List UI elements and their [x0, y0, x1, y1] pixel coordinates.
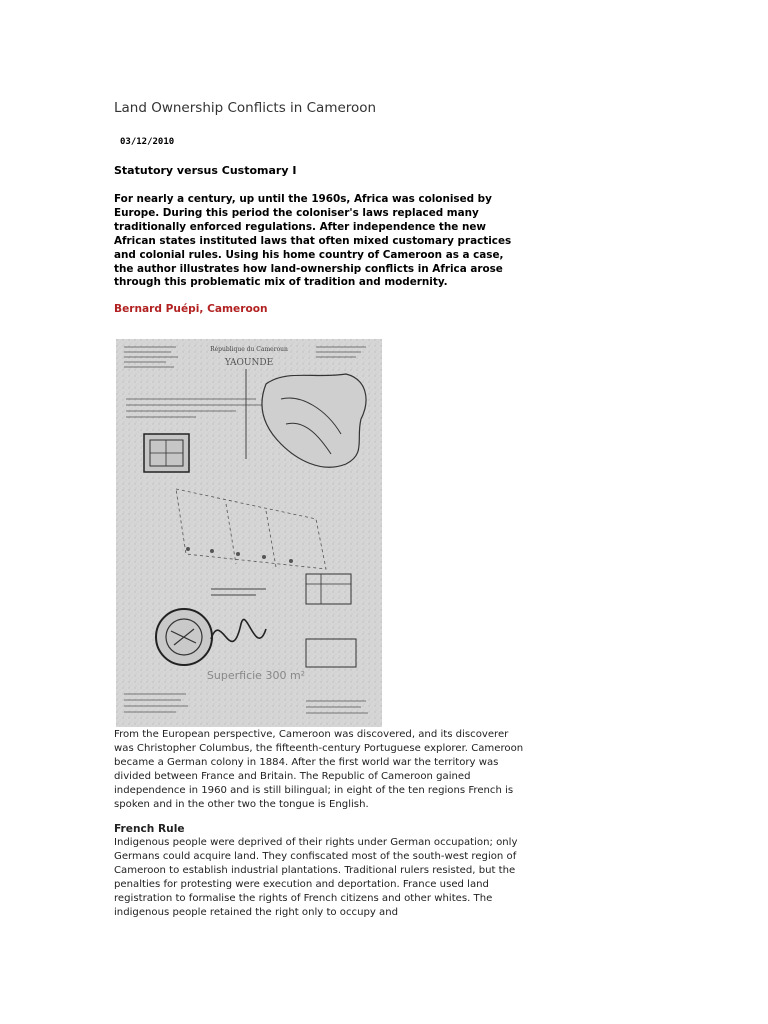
body-paragraph-2: Indigenous people were deprived of their rights under German occupation; only Germans could acquire land. They confiscated most of the south-west region of Cameroon to establish industrial plantations. Traditional rulers resisted, but the penalties for protesting were execution and deportation. France used land registration to formalise the rights of French citizens and other whites. The indigenous people retained the right only to occupy and — [114, 837, 518, 919]
lead-paragraph: For nearly a century, up until the 1960s, Africa was colonised by Europe. During this period the coloniser's laws replaced many traditionally enforced regulations. After independence the new African states instituted laws that often mixed customary practices and colonial rules. Using his home country of Cameroon as a case, the author illustrates how land-ownership conflicts in Africa arose through this problematic mix of tradition and modernity. — [114, 193, 512, 289]
figure-stamp-text: Superficie 300 m² — [206, 669, 306, 682]
figure-header-text: République du Cameroun — [210, 346, 288, 353]
body-paragraph-1: From the European perspective, Cameroon was discovered, and its discoverer was Christopher Columbus, the fifteenth-century Portuguese explorer. Cameroon became a German colony in 1884. After the first world war the territory was divided between France and Britain. The Republic of Cameroon gained independence in 1960 and is still bilingual; in eight of the ten regions French is spoken and in the other two the tongue is English. — [114, 729, 524, 811]
article-subtitle: Statutory versus Customary I — [114, 164, 297, 177]
section-heading-french-rule: French Rule — [114, 823, 185, 835]
publication-date: 03/12/2010 — [120, 137, 175, 147]
author-byline: Bernard Puépi, Cameroon — [114, 303, 268, 315]
figure-city-text: YAOUNDE — [224, 358, 274, 368]
land-title-document-image — [116, 339, 382, 727]
scanned-cadastral-map — [116, 339, 382, 727]
page-title: Land Ownership Conflicts in Cameroon — [114, 100, 377, 116]
